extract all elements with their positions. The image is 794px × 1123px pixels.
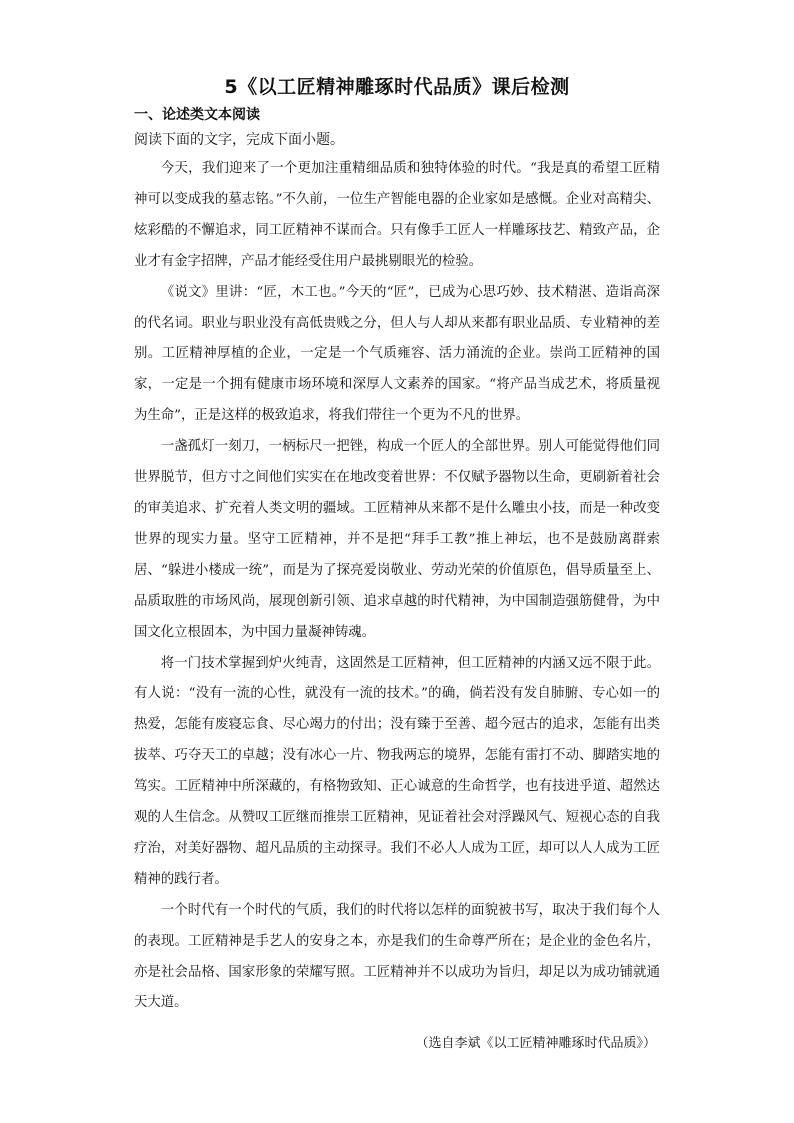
paragraph: 一盏孤灯一刻刀，一柄标尺一把锉，构成一个匠人的全部世界。别人可能觉得他们同世界脱节，但方寸之间他们实实在在地改变着世界：不仅赋予器物以生命，更刷新着社会的审美追求、扩充着人类文明的疆域。工匠精神从来都不是什么雕虫小技，而是一种改变世界的现实力量。坚守工匠精神，并不是把“拜手工教”推上神坛，也不是鼓励离群索居、“躲进小楼成一统”，而是为了探亮爱岗敬业、劳动光荣的价值原色，倡导质量至上、品质取胜的市场风尚，展现创新引领、追求卓越的时代精神，为中国制造强筋健骨，为中国文化立根固本，为中国力量凝神铸魂。 [134, 439, 660, 640]
reading-instruction: 阅读下面的文字，完成下面小题。 [134, 132, 344, 148]
article-body [134, 154, 660, 1019]
section-heading: 一、论述类文本阅读 [134, 107, 260, 123]
paragraph: 今天，我们迎来了一个更加注重精细品质和独特体验的时代。“我是真的希望工匠精神可以变成我的墓志铭。”不久前，一位生产智能电器的企业家如是感慨。企业对高精尖、炫彩酷的不懈追求，同工匠精神不谋而合。只有像手工匠人一样雕琢技艺、精致产品，企业才有金字招牌，产品才能经受住用户最挑剔眼光的检验。 [134, 161, 660, 269]
page-title: 5《以工匠精神雕琢时代品质》课后检测 [224, 76, 570, 98]
paragraph: 将一门技术掌握到炉火纯青，这固然是工匠精神，但工匠精神的内涵又远不限于此。有人说：“没有一流的心性，就没有一流的技术。”的确，倘若没有发自肺腑、专心如一的热爱，怎能有废寝忘食、尽心竭力的付出；没有臻于至善、超今冠古的追求，怎能有出类拔萃、巧夺天工的卓越；没有冰心一片、物我两忘的境界，怎能有雷打不动、脚踏实地的笃实。工匠精神中所深藏的，有格物致知、正心诚意的生命哲学，也有技进乎道、超然达观的人生信念。从赞叹工匠继而推崇工匠精神，见证着社会对浮躁风气、短视心态的自我疗治，对美好器物、超凡品质的主动探寻。我们不必人人成为工匠，却可以人人成为工匠精神的践行者。 [134, 655, 660, 887]
source-citation: （选自李斌《以工匠精神雕琢时代品质》） [415, 1036, 656, 1051]
paragraph: 《说文》里讲：“匠，木工也。”今天的“匠”，已成为心思巧妙、技术精湛、造诣高深的代名词。职业与职业没有高低贵贱之分，但人与人却从来都有职业品质、专业精神的差别。工匠精神厚植的企业，一定是一个气质雍容、活力涌流的企业。崇尚工匠精神的国家，一定是一个拥有健康市场环境和深厚人文素养的国家。“将产品当成艺术，将质量视为生命”，正是这样的极致追求，将我们带往一个更为不凡的世界。 [134, 284, 660, 424]
paragraph: 一个时代有一个时代的气质，我们的时代将以怎样的面貌被书写，取决于我们每个人的表现。工匠精神是手艺人的安身之本，亦是我们的生命尊严所在；是企业的金色名片，亦是社会品格、国家形象的荣耀写照。工匠精神并不以成功为旨归，却足以为成功铺就通天大道。 [134, 902, 660, 1011]
